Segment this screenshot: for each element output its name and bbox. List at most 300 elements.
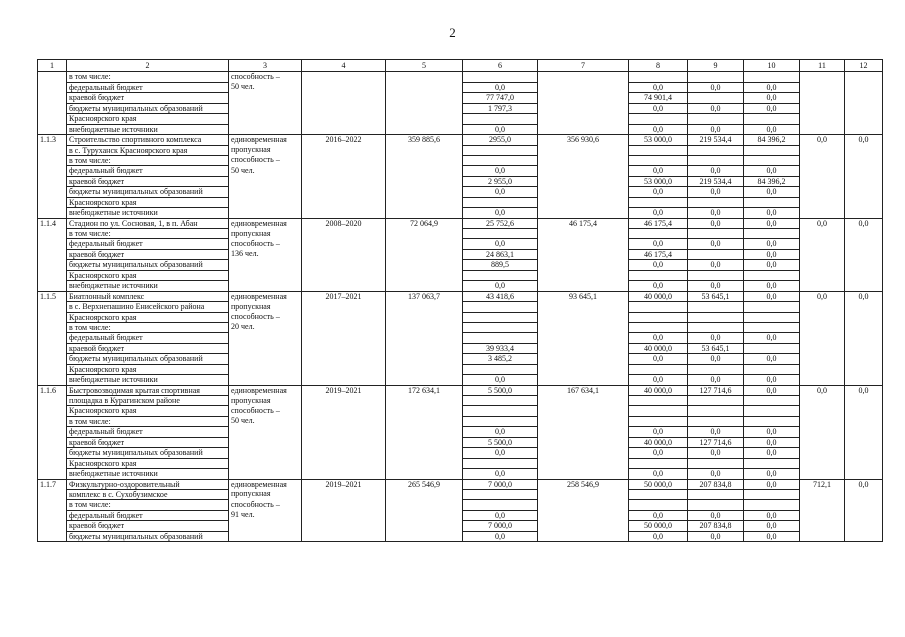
cell-c4 bbox=[302, 166, 386, 176]
cell-c10 bbox=[744, 500, 800, 510]
cell-c1 bbox=[38, 270, 67, 280]
cell-c2: комплекс в с. Сухобузимское bbox=[67, 489, 229, 499]
cell-c1 bbox=[38, 197, 67, 207]
cell-c4 bbox=[302, 302, 386, 312]
cell-c7: 93 645,1 bbox=[538, 291, 629, 301]
cell-c7: 167 634,1 bbox=[538, 385, 629, 395]
cell-c12 bbox=[845, 427, 883, 437]
cell-c12 bbox=[845, 249, 883, 259]
table-row bbox=[38, 312, 883, 322]
header-cell-3: 3 bbox=[229, 60, 302, 72]
cell-c6 bbox=[463, 312, 538, 322]
cell-c8 bbox=[629, 489, 688, 499]
cell-c11 bbox=[800, 166, 845, 176]
cell-c7 bbox=[538, 375, 629, 385]
cell-c6: 0,0 bbox=[463, 239, 538, 249]
cell-c3 bbox=[229, 333, 302, 343]
cell-c10: 0,0 bbox=[744, 531, 800, 541]
cell-c1 bbox=[38, 416, 67, 426]
cell-c2: внебюджетные источники bbox=[67, 281, 229, 291]
cell-c9: 0,0 bbox=[688, 510, 744, 520]
cell-c5: 172 634,1 bbox=[386, 385, 463, 395]
cell-c6 bbox=[463, 270, 538, 280]
cell-c10: 0,0 bbox=[744, 354, 800, 364]
cell-c5 bbox=[386, 82, 463, 92]
cell-c10: 0,0 bbox=[744, 333, 800, 343]
header-cell-7: 7 bbox=[538, 60, 629, 72]
cell-c4: 2017–2021 bbox=[302, 291, 386, 301]
cell-c4 bbox=[302, 103, 386, 113]
cell-c12 bbox=[845, 458, 883, 468]
cell-c12 bbox=[845, 312, 883, 322]
cell-c9: 219 534,4 bbox=[688, 135, 744, 145]
cell-c12 bbox=[845, 229, 883, 239]
cell-c5 bbox=[386, 176, 463, 186]
table-row bbox=[38, 322, 883, 332]
cell-c1 bbox=[38, 343, 67, 353]
cell-c5 bbox=[386, 114, 463, 124]
cell-c9 bbox=[688, 114, 744, 124]
cell-c2: Красноярского края bbox=[67, 364, 229, 374]
cell-c3 bbox=[229, 343, 302, 353]
cell-c3 bbox=[229, 521, 302, 531]
cell-c9: 0,0 bbox=[688, 260, 744, 270]
cell-c10 bbox=[744, 396, 800, 406]
cell-c4 bbox=[302, 437, 386, 447]
cell-c11 bbox=[800, 500, 845, 510]
cell-c8 bbox=[629, 114, 688, 124]
cell-c3 bbox=[229, 469, 302, 479]
cell-c7 bbox=[538, 427, 629, 437]
cell-c3: способность – bbox=[229, 312, 302, 322]
cell-c12 bbox=[845, 343, 883, 353]
cell-c1 bbox=[38, 531, 67, 541]
cell-c12 bbox=[845, 208, 883, 218]
cell-c5 bbox=[386, 239, 463, 249]
cell-c5 bbox=[386, 229, 463, 239]
cell-c2: бюджеты муниципальных образований bbox=[67, 260, 229, 270]
table-row bbox=[38, 291, 883, 301]
cell-c6: 0,0 bbox=[463, 469, 538, 479]
table-row bbox=[38, 437, 883, 447]
cell-c7 bbox=[538, 406, 629, 416]
cell-c2: Красноярского края bbox=[67, 270, 229, 280]
cell-c10: 0,0 bbox=[744, 479, 800, 489]
table-row bbox=[38, 427, 883, 437]
cell-c5: 265 546,9 bbox=[386, 479, 463, 489]
table-row bbox=[38, 458, 883, 468]
cell-c8: 40 000,0 bbox=[629, 437, 688, 447]
table-row bbox=[38, 416, 883, 426]
cell-c10 bbox=[744, 72, 800, 82]
cell-c1 bbox=[38, 375, 67, 385]
cell-c2: краевой бюджет bbox=[67, 521, 229, 531]
cell-c7 bbox=[538, 489, 629, 499]
cell-c9: 0,0 bbox=[688, 82, 744, 92]
cell-c8 bbox=[629, 396, 688, 406]
cell-c4 bbox=[302, 375, 386, 385]
cell-c1 bbox=[38, 187, 67, 197]
cell-c5 bbox=[386, 458, 463, 468]
cell-c11 bbox=[800, 270, 845, 280]
cell-c2: в том числе: bbox=[67, 500, 229, 510]
cell-c8 bbox=[629, 312, 688, 322]
header-row bbox=[38, 60, 883, 72]
cell-c1 bbox=[38, 93, 67, 103]
table-row bbox=[38, 500, 883, 510]
table-row bbox=[38, 93, 883, 103]
cell-c9: 219 534,4 bbox=[688, 176, 744, 186]
cell-c3 bbox=[229, 176, 302, 186]
cell-c3 bbox=[229, 208, 302, 218]
cell-c5 bbox=[386, 270, 463, 280]
cell-c4 bbox=[302, 427, 386, 437]
cell-c11 bbox=[800, 124, 845, 134]
cell-c7 bbox=[538, 197, 629, 207]
cell-c1 bbox=[38, 82, 67, 92]
cell-c5 bbox=[386, 416, 463, 426]
cell-c7 bbox=[538, 176, 629, 186]
cell-c3: 20 чел. bbox=[229, 322, 302, 332]
cell-c3: пропускная bbox=[229, 229, 302, 239]
cell-c8: 0,0 bbox=[629, 103, 688, 113]
cell-c9 bbox=[688, 197, 744, 207]
cell-c7 bbox=[538, 145, 629, 155]
cell-c4 bbox=[302, 322, 386, 332]
cell-c8 bbox=[629, 458, 688, 468]
cell-c11 bbox=[800, 437, 845, 447]
cell-c7 bbox=[538, 521, 629, 531]
cell-c5: 359 885,6 bbox=[386, 135, 463, 145]
table-row bbox=[38, 375, 883, 385]
cell-c6 bbox=[463, 406, 538, 416]
cell-c3: 136 чел. bbox=[229, 249, 302, 259]
cell-c4 bbox=[302, 124, 386, 134]
cell-c11 bbox=[800, 364, 845, 374]
cell-c10: 0,0 bbox=[744, 521, 800, 531]
cell-c6: 77 747,0 bbox=[463, 93, 538, 103]
table-row bbox=[38, 510, 883, 520]
cell-c1 bbox=[38, 302, 67, 312]
cell-c3: пропускная bbox=[229, 145, 302, 155]
cell-c3 bbox=[229, 427, 302, 437]
cell-c9 bbox=[688, 489, 744, 499]
cell-c12 bbox=[845, 333, 883, 343]
table-row bbox=[38, 489, 883, 499]
cell-c12 bbox=[845, 406, 883, 416]
cell-c7 bbox=[538, 93, 629, 103]
cell-c4 bbox=[302, 260, 386, 270]
cell-c12 bbox=[845, 521, 883, 531]
cell-c9 bbox=[688, 72, 744, 82]
cell-c9 bbox=[688, 322, 744, 332]
cell-c3: 50 чел. bbox=[229, 166, 302, 176]
cell-c12 bbox=[845, 114, 883, 124]
cell-c12 bbox=[845, 145, 883, 155]
cell-c12 bbox=[845, 364, 883, 374]
cell-c11: 0,0 bbox=[800, 291, 845, 301]
cell-c3: пропускная bbox=[229, 489, 302, 499]
cell-c7 bbox=[538, 260, 629, 270]
table-row bbox=[38, 218, 883, 228]
cell-c3: способность – bbox=[229, 500, 302, 510]
cell-c4 bbox=[302, 531, 386, 541]
cell-c6 bbox=[463, 364, 538, 374]
cell-c7 bbox=[538, 396, 629, 406]
cell-c10: 84 396,2 bbox=[744, 176, 800, 186]
cell-c2: краевой бюджет bbox=[67, 343, 229, 353]
cell-c9 bbox=[688, 396, 744, 406]
cell-c12 bbox=[845, 197, 883, 207]
cell-c2: бюджеты муниципальных образований bbox=[67, 187, 229, 197]
cell-c5 bbox=[386, 187, 463, 197]
table-row bbox=[38, 176, 883, 186]
cell-c10: 0,0 bbox=[744, 187, 800, 197]
cell-c6 bbox=[463, 145, 538, 155]
cell-c9: 0,0 bbox=[688, 166, 744, 176]
cell-c1 bbox=[38, 208, 67, 218]
cell-c10: 0,0 bbox=[744, 469, 800, 479]
cell-c5 bbox=[386, 145, 463, 155]
cell-c7 bbox=[538, 249, 629, 259]
cell-c1 bbox=[38, 281, 67, 291]
cell-c5 bbox=[386, 302, 463, 312]
cell-c12 bbox=[845, 489, 883, 499]
cell-c7: 46 175,4 bbox=[538, 218, 629, 228]
cell-c8: 0,0 bbox=[629, 208, 688, 218]
cell-c9: 0,0 bbox=[688, 208, 744, 218]
cell-c7 bbox=[538, 302, 629, 312]
cell-c4 bbox=[302, 114, 386, 124]
cell-c9: 207 834,8 bbox=[688, 521, 744, 531]
cell-c1 bbox=[38, 469, 67, 479]
cell-c2: федеральный бюджет bbox=[67, 333, 229, 343]
cell-c4: 2016–2022 bbox=[302, 135, 386, 145]
cell-c5 bbox=[386, 155, 463, 165]
cell-c8: 50 000,0 bbox=[629, 521, 688, 531]
cell-c8: 40 000,0 bbox=[629, 343, 688, 353]
table-row bbox=[38, 82, 883, 92]
cell-c2: краевой бюджет bbox=[67, 176, 229, 186]
cell-c6 bbox=[463, 500, 538, 510]
cell-c8: 50 000,0 bbox=[629, 479, 688, 489]
cell-c10: 0,0 bbox=[744, 437, 800, 447]
cell-c3 bbox=[229, 281, 302, 291]
cell-c7 bbox=[538, 270, 629, 280]
cell-c3 bbox=[229, 354, 302, 364]
cell-c8: 0,0 bbox=[629, 124, 688, 134]
cell-c5 bbox=[386, 531, 463, 541]
cell-c1 bbox=[38, 229, 67, 239]
cell-c6 bbox=[463, 155, 538, 165]
cell-c6 bbox=[463, 396, 538, 406]
cell-c10: 0,0 bbox=[744, 291, 800, 301]
table-row bbox=[38, 72, 883, 82]
cell-c11 bbox=[800, 155, 845, 165]
cell-c9: 127 714,6 bbox=[688, 437, 744, 447]
cell-c8 bbox=[629, 364, 688, 374]
cell-c2: Красноярского края bbox=[67, 406, 229, 416]
cell-c11 bbox=[800, 448, 845, 458]
cell-c10 bbox=[744, 270, 800, 280]
cell-c11 bbox=[800, 187, 845, 197]
cell-c11 bbox=[800, 229, 845, 239]
cell-c9: 0,0 bbox=[688, 239, 744, 249]
table-row bbox=[38, 406, 883, 416]
cell-c2: в с. Туруханск Красноярского края bbox=[67, 145, 229, 155]
cell-c7 bbox=[538, 281, 629, 291]
cell-c2: федеральный бюджет bbox=[67, 239, 229, 249]
cell-c12 bbox=[845, 239, 883, 249]
cell-c1 bbox=[38, 114, 67, 124]
cell-c6: 7 000,0 bbox=[463, 521, 538, 531]
cell-c6 bbox=[463, 114, 538, 124]
cell-c6: 0,0 bbox=[463, 166, 538, 176]
cell-c6 bbox=[463, 302, 538, 312]
cell-c10: 0,0 bbox=[744, 510, 800, 520]
cell-c1 bbox=[38, 364, 67, 374]
cell-c1 bbox=[38, 239, 67, 249]
cell-c2: бюджеты муниципальных образований bbox=[67, 103, 229, 113]
cell-c5 bbox=[386, 406, 463, 416]
cell-c6 bbox=[463, 229, 538, 239]
cell-c9: 0,0 bbox=[688, 531, 744, 541]
cell-c12 bbox=[845, 166, 883, 176]
cell-c11 bbox=[800, 72, 845, 82]
cell-c5 bbox=[386, 427, 463, 437]
cell-c1: 1.1.7 bbox=[38, 479, 67, 489]
cell-c2: Биатлонный комплекс bbox=[67, 291, 229, 301]
cell-c2: краевой бюджет bbox=[67, 93, 229, 103]
cell-c2: бюджеты муниципальных образований bbox=[67, 531, 229, 541]
cell-c9 bbox=[688, 93, 744, 103]
cell-c11 bbox=[800, 302, 845, 312]
cell-c7 bbox=[538, 448, 629, 458]
cell-c9 bbox=[688, 364, 744, 374]
cell-c8: 0,0 bbox=[629, 427, 688, 437]
cell-c2: в том числе: bbox=[67, 322, 229, 332]
cell-c2: Быстровозводимая крытая спортивная bbox=[67, 385, 229, 395]
cell-c9 bbox=[688, 312, 744, 322]
cell-c11 bbox=[800, 396, 845, 406]
cell-c5 bbox=[386, 510, 463, 520]
table-row bbox=[38, 166, 883, 176]
cell-c12 bbox=[845, 93, 883, 103]
cell-c5 bbox=[386, 489, 463, 499]
cell-c5 bbox=[386, 103, 463, 113]
cell-c11 bbox=[800, 208, 845, 218]
cell-c8 bbox=[629, 229, 688, 239]
cell-c11 bbox=[800, 427, 845, 437]
cell-c9: 0,0 bbox=[688, 103, 744, 113]
cell-c7 bbox=[538, 103, 629, 113]
cell-c1 bbox=[38, 354, 67, 364]
cell-c2: федеральный бюджет bbox=[67, 166, 229, 176]
cell-c6: 7 000,0 bbox=[463, 479, 538, 489]
cell-c7 bbox=[538, 208, 629, 218]
cell-c11 bbox=[800, 406, 845, 416]
cell-c9: 207 834,8 bbox=[688, 479, 744, 489]
cell-c12: 0,0 bbox=[845, 218, 883, 228]
budget-table bbox=[37, 59, 883, 542]
cell-c11 bbox=[800, 281, 845, 291]
cell-c10: 0,0 bbox=[744, 281, 800, 291]
cell-c12 bbox=[845, 155, 883, 165]
cell-c3: единовременная bbox=[229, 291, 302, 301]
table-row bbox=[38, 135, 883, 145]
cell-c10 bbox=[744, 458, 800, 468]
cell-c10 bbox=[744, 406, 800, 416]
cell-c6: 0,0 bbox=[463, 281, 538, 291]
cell-c10: 0,0 bbox=[744, 260, 800, 270]
cell-c7 bbox=[538, 343, 629, 353]
table-row bbox=[38, 364, 883, 374]
cell-c7 bbox=[538, 187, 629, 197]
cell-c9 bbox=[688, 145, 744, 155]
cell-c5: 72 064,9 bbox=[386, 218, 463, 228]
header-cell-1: 1 bbox=[38, 60, 67, 72]
cell-c10: 0,0 bbox=[744, 124, 800, 134]
cell-c2: федеральный бюджет bbox=[67, 82, 229, 92]
cell-c8: 0,0 bbox=[629, 260, 688, 270]
cell-c5 bbox=[386, 343, 463, 353]
cell-c2: внебюджетные источники bbox=[67, 375, 229, 385]
cell-c5 bbox=[386, 312, 463, 322]
cell-c12 bbox=[845, 176, 883, 186]
cell-c1 bbox=[38, 510, 67, 520]
cell-c10 bbox=[744, 145, 800, 155]
cell-c6 bbox=[463, 322, 538, 332]
cell-c10: 0,0 bbox=[744, 103, 800, 113]
cell-c9: 0,0 bbox=[688, 448, 744, 458]
cell-c7 bbox=[538, 72, 629, 82]
cell-c10 bbox=[744, 229, 800, 239]
cell-c7 bbox=[538, 333, 629, 343]
cell-c3: единовременная bbox=[229, 385, 302, 395]
cell-c6: 5 500,0 bbox=[463, 385, 538, 395]
cell-c12: 0,0 bbox=[845, 291, 883, 301]
cell-c2: Строительство спортивного комплекса bbox=[67, 135, 229, 145]
table-row bbox=[38, 521, 883, 531]
cell-c11 bbox=[800, 239, 845, 249]
cell-c6: 39 933,4 bbox=[463, 343, 538, 353]
cell-c10: 0,0 bbox=[744, 82, 800, 92]
cell-c2: Красноярского края bbox=[67, 197, 229, 207]
table-row bbox=[38, 124, 883, 134]
cell-c8: 0,0 bbox=[629, 531, 688, 541]
cell-c7: 356 930,6 bbox=[538, 135, 629, 145]
cell-c8 bbox=[629, 322, 688, 332]
cell-c8 bbox=[629, 72, 688, 82]
cell-c7 bbox=[538, 312, 629, 322]
cell-c11 bbox=[800, 312, 845, 322]
cell-c12 bbox=[845, 302, 883, 312]
cell-c8 bbox=[629, 145, 688, 155]
cell-c11 bbox=[800, 458, 845, 468]
cell-c9 bbox=[688, 302, 744, 312]
cell-c12 bbox=[845, 103, 883, 113]
cell-c11 bbox=[800, 469, 845, 479]
cell-c1 bbox=[38, 260, 67, 270]
cell-c2: внебюджетные источники bbox=[67, 208, 229, 218]
cell-c2: внебюджетные источники bbox=[67, 124, 229, 134]
header-cell-5: 5 bbox=[386, 60, 463, 72]
cell-c3 bbox=[229, 364, 302, 374]
table-row bbox=[38, 229, 883, 239]
cell-c1: 1.1.4 bbox=[38, 218, 67, 228]
cell-c11 bbox=[800, 333, 845, 343]
cell-c12 bbox=[845, 187, 883, 197]
